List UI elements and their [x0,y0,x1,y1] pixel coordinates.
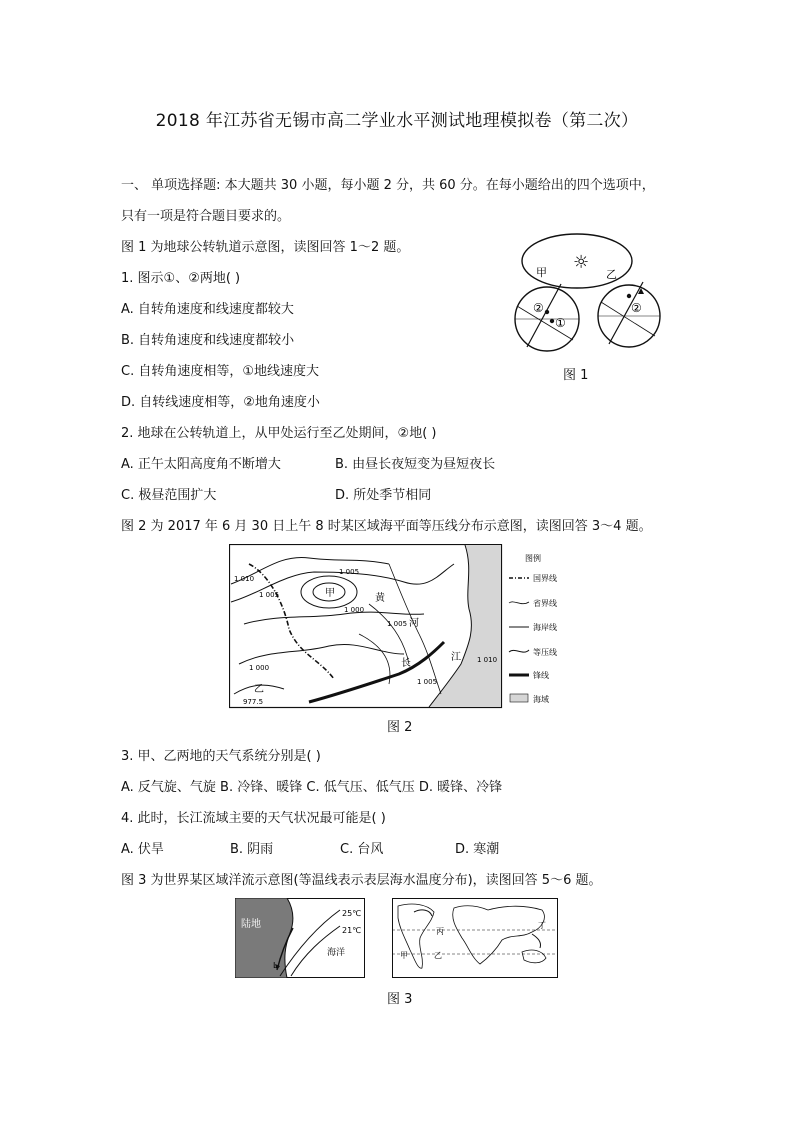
land-label: 陆地 [241,919,261,930]
fig3-caption: 图 3 [387,992,413,1007]
fig1-orbit-diagram [505,232,665,357]
sun-icon: ☼ [573,252,590,273]
svg-text:1 005: 1 005 [259,591,280,599]
q2-option-c: C. 极昼范围扩大 [121,488,217,503]
fig1-label-yi: 乙 [606,268,617,281]
svg-text:L: L [273,961,278,970]
svg-text:21℃: 21℃ [342,926,362,935]
q1-option-d: D. 自转线速度相等，②地角速度小 [121,395,320,410]
fig2-label-yi: 乙 [254,684,264,695]
q2-option-b: B. 由昼长夜短变为昼短夜长 [335,457,496,472]
q4-option-b: B. 阴雨 [230,842,274,857]
q1-option-b: B. 自转角速度和线速度都较小 [121,333,295,348]
fig1-intro: 图 1 为地球公转轨道示意图，读图回答 1～2 题。 [121,240,410,255]
fig1-label-jia: 甲 [536,266,547,279]
fig1-point-2-left: ② [533,301,544,315]
fig2-label-jia: 甲 [325,588,335,599]
legend-title: 图例 [525,554,541,563]
svg-text:长: 长 [401,658,411,669]
svg-text:1 010: 1 010 [234,575,255,583]
q4-stem: 4. 此时，长江流域主要的天气状况最可能是( ) [121,811,386,826]
svg-text:江: 江 [451,652,461,663]
svg-text:黄: 黄 [375,593,385,604]
q2-option-a: A. 正午太阳高度角不断增大 [121,457,281,472]
q1-stem: 1. 图示①、②两地( ) [121,271,241,286]
fig3-current-diagram [235,898,365,978]
svg-text:省界线: 省界线 [533,599,557,608]
section-heading-line2: 只有一项是符合题目要求的。 [121,209,291,224]
q3-options: A. 反气旋、气旋 B. 冷锋、暖锋 C. 低气压、低气压 D. 暖锋、冷锋 [121,780,503,795]
q4-option-a: A. 伏旱 [121,842,164,857]
fig2-isobar-map [229,544,571,709]
svg-text:甲: 甲 [400,951,408,960]
svg-text:1 000: 1 000 [344,606,365,614]
q2-stem: 2. 地球在公转轨道上，从甲处运行至乙处期间，②地( ) [121,426,437,441]
svg-text:1 005: 1 005 [387,620,408,628]
q2-option-d: D. 所处季节相同 [335,488,432,503]
q3-stem: 3. 甲、乙两地的天气系统分别是( ) [121,749,321,764]
svg-text:海域: 海域 [533,695,549,704]
svg-text:丁: 丁 [538,921,546,930]
svg-text:乙: 乙 [434,951,442,960]
q1-option-a: A. 自转角速度和线速度都较大 [121,302,294,317]
svg-text:1 005: 1 005 [339,568,360,576]
ocean-label: 海洋 [327,948,346,958]
section-heading-line1: 一、 单项选择题: 本大题共 30 小题，每小题 2 分，共 60 分。在每小题给出的四个选项中， [121,178,655,193]
svg-text:1 005: 1 005 [417,678,438,686]
svg-text:国界线: 国界线 [533,574,557,583]
q4-option-d: D. 寒潮 [455,842,500,857]
fig3-world-map [392,898,558,978]
svg-text:海岸线: 海岸线 [533,623,557,632]
svg-text:河: 河 [409,618,419,629]
fig1-caption: 图 1 [563,368,589,383]
svg-text:丙: 丙 [436,927,444,936]
fig2-caption: 图 2 [387,720,413,735]
fig3-intro: 图 3 为世界某区域洋流示意图(等温线表示表层海水温度分布)，读图回答 5～6 题。 [121,873,602,888]
q1-option-c: C. 自转角速度相等，①地线速度大 [121,364,319,379]
q4-option-c: C. 台风 [340,842,384,857]
svg-text:1 000: 1 000 [249,664,270,672]
svg-text:等压线: 等压线 [533,648,557,657]
svg-text:锋线: 锋线 [533,671,549,680]
svg-text:25℃: 25℃ [342,909,362,918]
land-area [235,898,293,978]
paper-title: 2018 年江苏省无锡市高二学业水平测试地理模拟卷（第二次） [155,111,639,131]
terminator-right [601,302,655,336]
fig2-intro: 图 2 为 2017 年 6 月 30 日上午 8 时某区域海平面等压线分布示意图，读图回答 3～4 题。 [121,519,652,534]
svg-text:977.5: 977.5 [243,698,264,706]
svg-text:1 010: 1 010 [477,656,498,664]
fig1-point-2-right: ② [631,301,642,315]
fig1-point-1: ① [555,316,566,330]
